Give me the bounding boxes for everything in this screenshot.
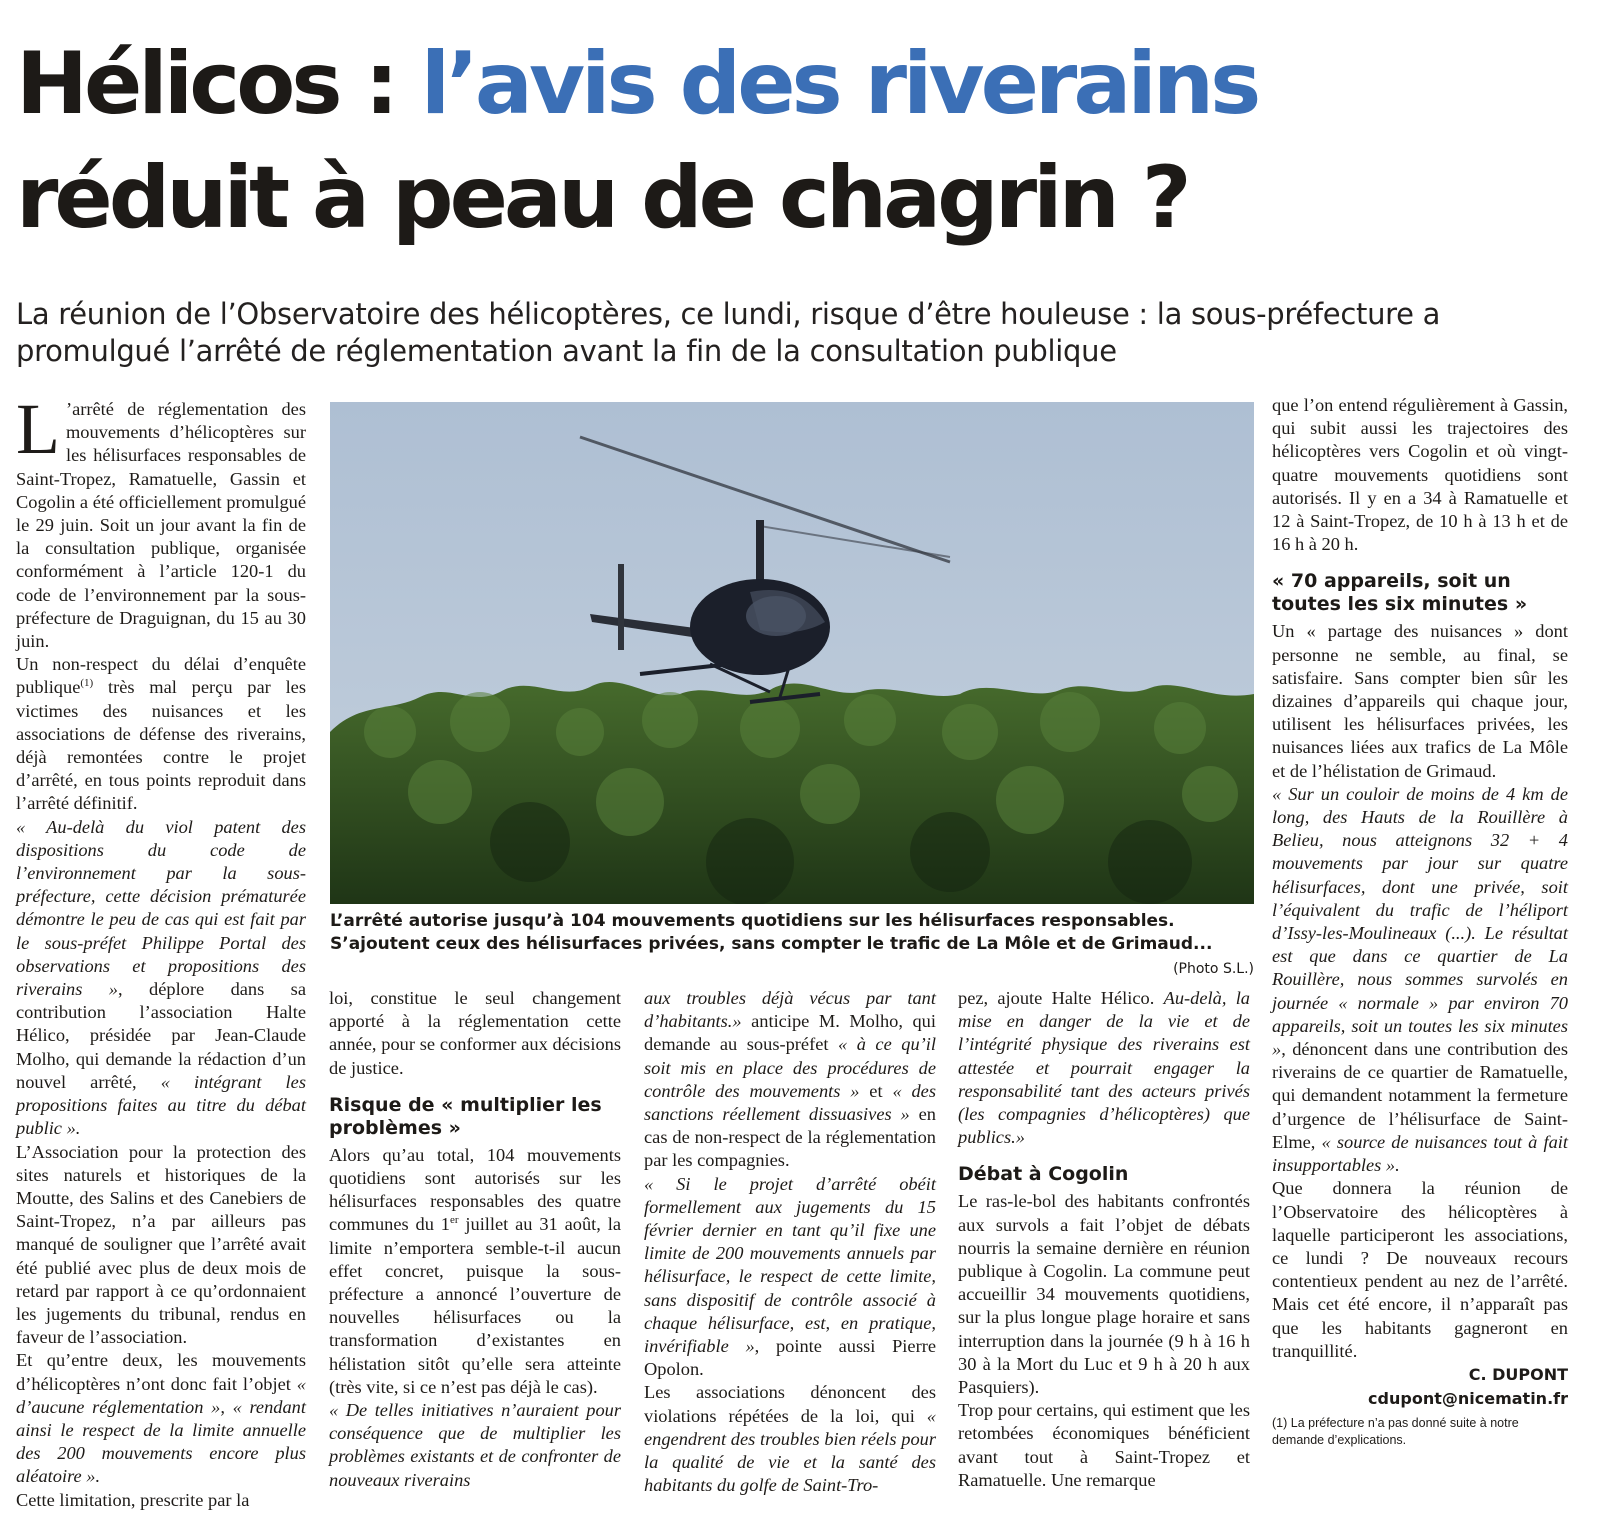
paragraph: Un « partage des nuisances » dont personne ne semble, au final, se satisfaire. Sans compter bien sûr les dizaines d’appareils qui chaque jour, utilisent les hélisurfaces privées, les nuisances liées aux trafics de La Môle et de l’hélistation de Grimaud. <box>1272 621 1568 781</box>
headline-black-part: Hélicos : <box>16 34 421 134</box>
paragraph-text: ’arrêté de réglementation des mouvements d’hélicoptères sur les hélisurfaces responsables de Saint-Tropez, Ramatuelle, Gassin et Cogolin a été officiellement promulgué le 29 juin. Soit un jour avant la fin de la consultation publique, organisée conformément à l’article 120-1 du code de l’environnement par la sous-préfecture de Draguignan, du 15 au 30 juin. <box>16 399 306 652</box>
paragraph <box>16 389 306 653</box>
caption-text: L’arrêté autorise jusqu’à 104 mouvements quotidiens sur les hélisurfaces responsables. S’ajoutent ceux des hélisurfaces privées, sans compter le trafic de La Môle et de Grimaud... <box>330 911 1213 954</box>
author-name: C. DUPONT <box>1468 1364 1568 1384</box>
paragraph-text: Alors qu’au total, 104 mouvements quotidiens sont autorisés sur les hélisurfaces responsables des quatre communes du 1 <box>329 1144 621 1235</box>
paragraph-text: en cas de non-respect de la réglementation par les compagnies. <box>644 1104 936 1171</box>
paragraph-text: Et qu’entre deux, les mouvements d’hélicoptères n’ont donc fait l’objet <box>16 1350 306 1394</box>
paragraph <box>1272 783 1568 1177</box>
paragraph: Cette limitation, prescrite par la <box>16 1489 250 1510</box>
quote: « Au-delà du viol patent des dispositions du code de l’environnement par la sous-préfecture, cette décision prématurée démontre le peu de cas qui est fait par le sous-préfet Philippe Portal des observations et propositions des riverains » <box>16 816 306 1000</box>
section-heading: Débat à Cogolin <box>958 1163 1129 1186</box>
paragraph: Trop pour certains, qui estiment que les retombées économiques bénéficient avant tout à Saint-Tropez et Ramatuelle. Une remarque <box>958 1400 1250 1490</box>
paragraph <box>644 1173 936 1382</box>
quote: « intégrant les propositions faites au titre du débat public ». <box>16 1071 306 1139</box>
paragraph <box>329 1144 621 1399</box>
quote: « Si le projet d’arrêté obéit formellement aux jugements du 15 février dernier en tant qu’il fixe une limite de 200 mouvements annuels par hélisurface, le respect de cette limite, sans dispositif de contrôle associé à chaque hélisurface, est, en pratique, invérifiable » <box>644 1173 936 1357</box>
headline-line-2: réduit à peau de chagrin ? <box>16 148 1188 248</box>
drop-cap: L <box>16 389 60 469</box>
article-column-2 <box>329 987 621 1492</box>
paragraph <box>958 987 1250 1149</box>
quote: « De telles initiatives n’auraient pour conséquence que de multiplier les problèmes existants et de confronter de nouveaux riverains <box>329 1400 621 1490</box>
photo-caption <box>330 910 1254 981</box>
section-heading: Risque de « multiplier les problèmes » <box>329 1093 602 1139</box>
quote: « engendrent des troubles bien réels pour la qualité de vie et la santé des habitants du golfe de Saint-Tro- <box>644 1405 936 1496</box>
paragraph: que l’on entend régulièrement à Gassin, qui subit aussi les trajectoires des hélicoptères vers Cogolin et où vingt-quatre mouvements quotidiens sont autorisés. Il y en a 34 à Ramatuelle et 12 à Saint-Tropez, de 10 h à 13 h et de 16 h à 20 h. <box>1272 395 1568 555</box>
paragraph <box>16 653 306 815</box>
photo-credit: (Photo S.L.) <box>1173 961 1254 977</box>
article-column-1 <box>16 389 306 1512</box>
footnote-marker: (1) <box>80 677 94 690</box>
quote: Au-delà, la mise en danger de la vie et de l’intégrité physique des riverains est attestée et pourrait engager la responsabilité tant des acteurs privés (les compagnies d’hélicoptères) que publics.» <box>958 988 1251 1148</box>
helicopter-photo <box>330 402 1254 904</box>
helicopter-photo-image <box>330 402 1254 904</box>
section-heading: « 70 appareils, soit un toutes les six minutes » <box>1272 570 1528 616</box>
headline-blue-part: l’avis des riverains <box>420 34 1258 134</box>
paragraph-text: anticipe M. Molho, qui demande au sous-préfet <box>644 1011 936 1055</box>
paragraph-text: , dénoncent dans une contribution des riverains de ce quartier de Ramatuelle, qui demandent notamment la fermeture d’urgence de l’hélisurface de Saint-Elme, <box>1272 1039 1568 1152</box>
paragraph <box>644 987 936 1173</box>
paragraph <box>16 816 306 1141</box>
footnote: (1) La préfecture n’a pas donné suite à notre demande d’explications. <box>1272 1415 1519 1447</box>
quote: « source de nuisances tout à fait insupportables ». <box>1272 1131 1568 1176</box>
subheadline: La réunion de l’Observatoire des hélicoptères, ce lundi, risque d’être houleuse : la sous-préfecture a promulgué l’arrêté de réglementation avant la fin de la consultation publique <box>16 297 1441 368</box>
paragraph-text: Un non-respect du délai d’enquête publique <box>16 654 306 698</box>
quote: aux troubles déjà vécus par tant d’habitants.» <box>644 988 936 1032</box>
paragraph-text: , pointe aussi Pierre Opolon. <box>644 1336 936 1380</box>
paragraph-text: pez, ajoute Halte Hélico. <box>958 988 1164 1008</box>
quote: « Sur un couloir de moins de 4 km de long, des Hauts de la Rouillère à Belieu, nous atteignons 32 + 4 mouvements par jour sur quatre hélisurfaces, dont une privée, soit l’équivalent du trafic de l’héliport d’Issy-les-Moulineaux (...). Le résultat est que dans ce quartier de La Rouillère, nous sommes survolés en journée « normale » par environ 70 appareils, soit un toutes les six minutes » <box>1272 783 1568 1060</box>
article-column-3 <box>644 987 936 1497</box>
paragraph: loi, constitue le seul changement apporté à la réglementation cette année, pour se conformer aux décisions de justice. <box>329 988 621 1078</box>
paragraph: Le ras-le-bol des habitants confrontés aux survols a fait l’objet de débats nourris la semaine dernière en réunion publique à Cogolin. La commune peut accueillir 34 mouvements quotidiens, sur la plus longue plage horaire et sans interruption dans la journée (9 h à 16 h 30 à la Mort du Luc et 9 h à 20 h aux Pasquiers). <box>958 1191 1250 1398</box>
paragraph-text: et <box>859 1080 893 1101</box>
headline-line-1 <box>16 34 1588 134</box>
paragraph: Que donnera la réunion de l’Observatoire des hélicoptères à laquelle participeront les associations, ce lundi ? De nouveaux recours contentieux pendent au nez de l’arrêté. Mais cet été encore, il n’apparaît pas que les habitants gagneront en tranquillité. <box>1272 1178 1568 1361</box>
paragraph-text: juillet au 31 août, la limite n’emportera semble-t-il aucun effet concret, puisque la sous-préfecture a annoncé l’ouverture de nouvelles hélisurfaces ou la transformation d’existantes en hélistation sitôt qu’elle sera atteinte (très vite, si ce n’est pas déjà le cas). <box>329 1214 621 1397</box>
author-email[interactable]: cdupont@nicematin.fr <box>1368 1388 1568 1408</box>
quote: « d’aucune réglementation », « rendant ainsi le respect de la limite annuelle des 200 mouvements encore plus aléatoire ». <box>16 1373 306 1487</box>
ordinal-superscript: er <box>449 1214 459 1227</box>
paragraph-text: très mal perçu par les victimes des nuisances et les associations de défense des riverains, déjà remontées contre le projet d’arrêté, en tous points reproduit dans l’arrêté définitif. <box>16 677 306 814</box>
article-column-5 <box>1272 394 1568 1449</box>
paragraph <box>644 1381 936 1497</box>
article-column-4 <box>958 987 1250 1492</box>
quote: « des sanctions réellement dissuasives » <box>644 1080 936 1125</box>
paragraph <box>16 1349 306 1488</box>
paragraph: L’Association pour la protection des sites naturels et historiques de la Moutte, des Salins et des Canebiers de Saint-Tropez, n’a par ailleurs pas manqué de souligner que l’arrêté avait été publié avec plus de deux mois de retard par rapport à ce qu’ordonnaient les jugements du tribunal, rendus en faveur de l’association. <box>16 1141 306 1348</box>
paragraph-text: Les associations dénoncent des violations répétées de la loi, qui <box>644 1382 936 1426</box>
paragraph-text: , déplore dans sa contribution l’association Halte Hélico, présidée par Jean-Claude Molho, qui demande la rédaction d’un nouvel arrêté, <box>16 979 306 1092</box>
quote: « à ce qu’il soit mis en place des procédures de contrôle des mouvements » <box>644 1034 936 1101</box>
